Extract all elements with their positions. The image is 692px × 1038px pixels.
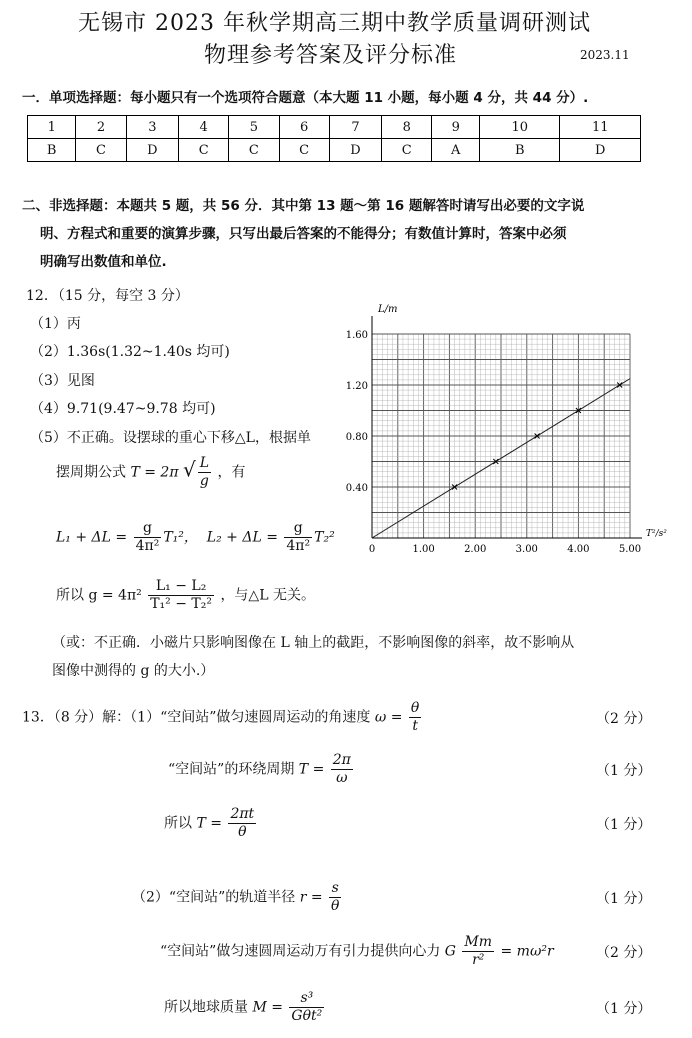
q12-heading: 12．（15 分，每空 3 分） <box>26 288 189 304</box>
q12-answer-4: （4）9.71(9.47~9.78 均可) <box>30 401 216 417</box>
q13-period-result <box>164 806 258 841</box>
y-tick-label: 0.40 <box>345 483 368 494</box>
question-number-cell: 9 <box>432 116 480 139</box>
g-result <box>56 578 315 613</box>
answer-cell: D <box>329 139 381 162</box>
eq-l2: L₂ + ΔL = <box>206 529 278 546</box>
question-number-cell: 7 <box>329 116 381 139</box>
sqrt-numerator: L <box>199 455 210 471</box>
omega-lhs: ω = <box>374 709 403 726</box>
g-frac-num: L₁ − L₂ <box>148 578 214 596</box>
question-number-cell: 6 <box>279 116 329 139</box>
period-suffix: ，有 <box>217 464 246 481</box>
section1-heading: 一．单项选择题：每小题只有一个选项符合题意（本大题 11 小题，每小题 4 分，共 44 分）. <box>22 90 589 106</box>
answer-table <box>27 115 641 162</box>
mass-lhs: M = <box>252 999 283 1016</box>
r-den: θ <box>331 898 340 914</box>
score-period-result: （1 分） <box>596 817 652 833</box>
eq2-frac-den: 4π² <box>286 538 311 554</box>
y-tick-label: 1.60 <box>345 330 368 341</box>
q13-mass <box>164 990 326 1025</box>
x-tick-label: 5.00 <box>618 544 642 555</box>
q12-answer-1: （1）丙 <box>30 316 81 332</box>
question-number-cell: 8 <box>382 116 432 139</box>
q13-part1 <box>22 700 423 735</box>
pendulum-formula: 摆周期公式 T = 2π √ $\frac{L}{g}$ ，有 <box>56 455 246 489</box>
g-suffix: ，与△L 无关。 <box>220 587 315 604</box>
page-title: 无锡市 2023 年秋学期高三期中教学质量调研测试 <box>78 11 591 36</box>
score-gravity: （2 分） <box>596 945 652 961</box>
question-number-cell: 5 <box>229 116 279 139</box>
eq-l1: L₁ + ΔL = <box>56 529 128 546</box>
q12-alt-line2: 图像中测得的 g 的大小.） <box>52 663 215 679</box>
period-prefix: 摆周期公式 <box>56 464 126 481</box>
so-t-num: 2πt <box>230 806 255 822</box>
t-den: ω <box>336 770 348 786</box>
y-tick-label: 1.20 <box>345 381 368 392</box>
question-number-cell: 1 <box>28 116 76 139</box>
q13-part2 <box>132 880 343 915</box>
answer-table-number-row <box>28 116 641 139</box>
x-tick-label: 1.00 <box>412 544 435 555</box>
answer-cell: C <box>76 139 126 162</box>
r-lhs: r = <box>299 889 323 906</box>
mass-text: 所以地球质量 <box>164 999 248 1016</box>
question-number-cell: 2 <box>76 116 126 139</box>
g-frac-den: T₁² − T₂² <box>150 596 212 612</box>
q13-heading: 13．（8 分）解：（1）“空间站”做匀速圆周运动的角速度 <box>22 709 371 726</box>
x-tick-label: 2.00 <box>464 544 487 555</box>
q12-answer-3: （3）见图 <box>30 373 95 389</box>
score-mass: （1 分） <box>596 1001 652 1017</box>
g-prefix: 所以 g = 4π² <box>56 587 142 604</box>
answer-cell: A <box>432 139 480 162</box>
eq1-frac-den: 4π² <box>135 538 160 554</box>
omega-num: θ <box>410 700 420 716</box>
section2-heading-line1: 二、非选择题：本题共 5 题，共 56 分．其中第 13 题～第 16 题解答时请写出必要的文字说 <box>22 198 585 214</box>
sqrt-denominator: g <box>199 473 209 489</box>
period-lhs: T = 2π <box>130 464 179 481</box>
q13-gravity <box>160 934 554 969</box>
eq-t2: T₂² <box>314 529 335 546</box>
page-subtitle: 物理参考答案及评分标准 <box>204 43 458 68</box>
answer-cell: D <box>126 139 178 162</box>
answer-cell: C <box>382 139 432 162</box>
r-num: s <box>329 880 341 898</box>
period-text: “空间站”的环绕周期 <box>168 761 295 778</box>
q12-alt-line1: （或：不正确．小磁片只影响图像在 L 轴上的截距，不影响图像的斜率，故不影响从 <box>52 635 575 651</box>
so-t-den: θ <box>238 824 247 840</box>
eq2-frac-num: g <box>284 520 312 538</box>
so-t-text: 所以 <box>164 815 192 832</box>
eq1-frac-num: g <box>134 520 162 538</box>
answer-table-answer-row <box>28 139 641 162</box>
t-num: 2π <box>332 752 351 768</box>
omega-den: t <box>412 718 418 734</box>
score-period: （1 分） <box>596 763 652 779</box>
gravity-g: G <box>444 943 456 960</box>
x-tick-label: 4.00 <box>567 544 590 555</box>
mass-den: Gθt² <box>291 1008 323 1024</box>
y-tick-label: 0.80 <box>345 432 368 443</box>
gravity-rhs: = mω²r <box>500 943 554 960</box>
x-tick-label: 3.00 <box>515 544 538 555</box>
section2-heading-line3: 明确写出数值和单位. <box>40 254 167 270</box>
score-radius: （1 分） <box>596 891 652 907</box>
question-number-cell: 4 <box>179 116 229 139</box>
score-omega: （2 分） <box>596 711 652 727</box>
section2-heading-line2: 明、方程式和重要的演算步骤，只写出最后答案的不能得分；有数值计算时，答案中必须 <box>40 226 567 242</box>
gravity-num: Mm <box>464 934 493 950</box>
question-number-cell: 11 <box>560 116 641 139</box>
x-tick-label: 0 <box>368 544 376 555</box>
answer-cell: B <box>480 139 560 162</box>
y-axis-label: L/m <box>378 304 398 315</box>
eq-t1: T₁²， <box>163 529 198 546</box>
mass-num: s³ <box>289 990 324 1008</box>
radius-text: （2）“空间站”的轨道半径 <box>132 889 296 906</box>
document-date: 2023.11 <box>580 48 630 62</box>
question-number-cell: 10 <box>480 116 560 139</box>
answer-cell: C <box>179 139 229 162</box>
answer-cell: C <box>229 139 279 162</box>
gravity-den: r² <box>472 952 485 968</box>
t-lhs: T = <box>298 761 325 778</box>
so-t-lhs: T = <box>196 815 222 832</box>
q12-answer-2: （2）1.36s(1.32~1.40s 均可) <box>30 344 230 360</box>
answer-cell: B <box>28 139 76 162</box>
q13-period <box>168 752 355 787</box>
q12-answer-5: （5）不正确。设摆球的重心下移△L，根据单 <box>30 430 311 446</box>
equation-pair <box>56 520 335 555</box>
question-number-cell: 3 <box>126 116 178 139</box>
x-axis-label: T²/s² <box>646 529 667 539</box>
gravity-text: “空间站”做匀速圆周运动万有引力提供向心力 <box>160 943 441 960</box>
answer-cell: D <box>560 139 641 162</box>
answer-cell: C <box>279 139 329 162</box>
l-vs-t2-chart <box>340 296 690 556</box>
